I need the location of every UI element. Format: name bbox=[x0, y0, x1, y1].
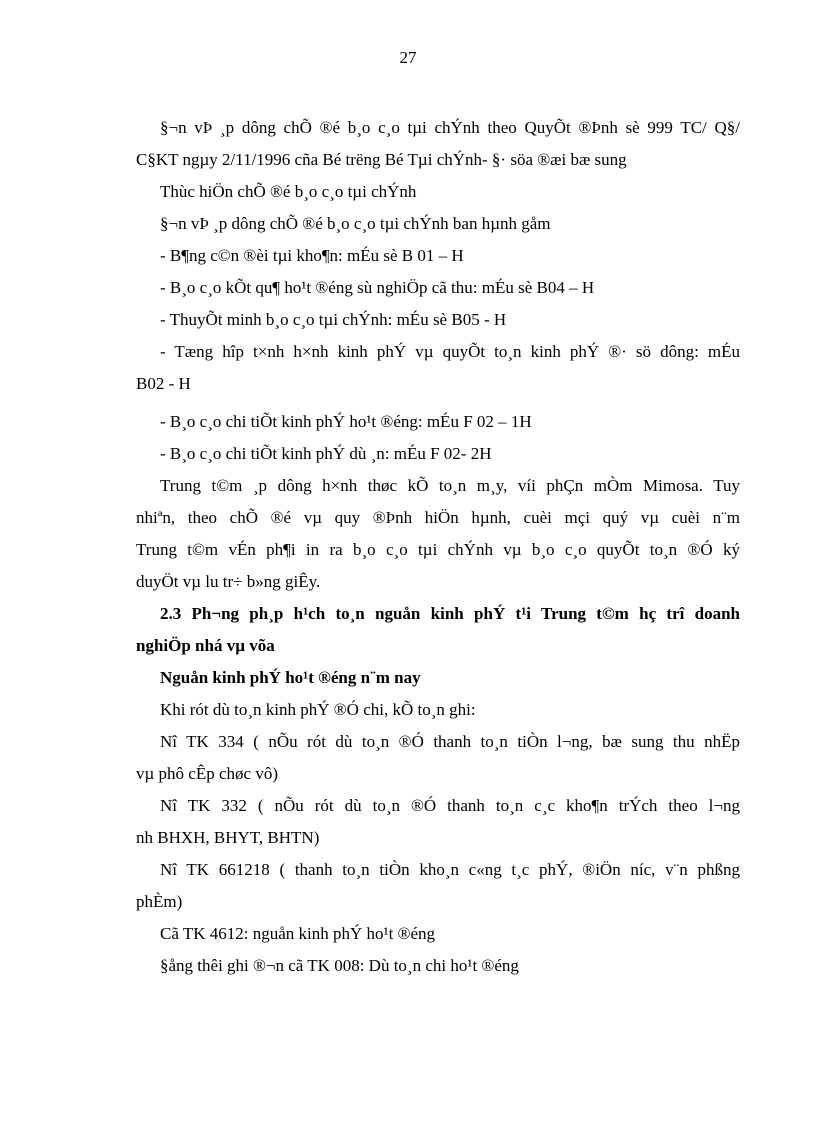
text-line: vµ phô cÊp chøc vô) bbox=[136, 764, 278, 783]
list-item: - ThuyÕt minh b¸o c¸o tµi chÝnh: mÉu sè B05 - H bbox=[160, 310, 507, 329]
text-line: Trung t©m vÉn ph¶i in ra b¸o c¸o tµi chÝnh vµ b¸o c¸o quyÕt to¸n ®Ó ký bbox=[136, 540, 740, 559]
list-item: - Tæng hîp t×nh h×nh kinh phÝ vµ quyÕt to¸n kinh phÝ ®· sö dông: mÉu bbox=[160, 342, 740, 361]
list-item: - B¸o c¸o chi tiÕt kinh phÝ dù ¸n: mÉu F 02- 2H bbox=[160, 444, 492, 463]
text-line: Nî TK 334 ( nÕu rót dù to¸n ®Ó thanh to¸n tiÒn l¬ng, bæ sung thu nhËp bbox=[160, 732, 740, 751]
section-heading: nghiÖp nhá vµ võa bbox=[136, 636, 275, 655]
text-line: Trung t©m ¸p dông h×nh thøc kÕ to¸n m¸y, víi phÇn mÒm Mimosa. Tuy bbox=[160, 476, 740, 495]
text-line: Khi rót dù to¸n kinh phÝ ®Ó chi, kÕ to¸n ghi: bbox=[160, 700, 476, 719]
text-line: Cã TK 4612: nguån kinh phÝ ho¹t ®éng bbox=[160, 924, 436, 943]
text-line: §ång thêi ghi ®¬n cã TK 008: Dù to¸n chi ho¹t ®éng bbox=[160, 956, 519, 975]
page-body bbox=[136, 112, 740, 982]
text-line: nh BHXH, BHYT, BHTN) bbox=[136, 828, 320, 847]
text-line: duyÖt vµ lu tr÷ b»ng giÊy. bbox=[136, 572, 321, 591]
text-line: Nî TK 661218 ( thanh to¸n tiÒn kho¸n c«ng t¸c phÝ, ®iÖn níc, v¨n phßng bbox=[160, 860, 740, 879]
list-item: - B¸o c¸o kÕt qu¶ ho¹t ®éng sù nghiÖp cã thu: mÉu sè B04 – H bbox=[160, 278, 595, 297]
page-number: 27 bbox=[399, 48, 417, 67]
text-line: nhiªn, theo chÕ ®é vµ quy ®Þnh hiÖn hµnh, cuèi mçi quý vµ cuèi n¨m bbox=[136, 508, 740, 527]
text-line: C§KT ngµy 2/11/1996 cña Bé trëng Bé Tµi chÝnh- §· söa ®æi bæ sung bbox=[136, 150, 627, 169]
text-line: Thùc hiÖn chÕ ®é b¸o c¸o tµi chÝnh bbox=[160, 182, 417, 201]
text-line: §¬n vÞ ¸p dông chÕ ®é b¸o c¸o tµi chÝnh theo QuyÕt ®Þnh sè 999 TC/ Q§/ bbox=[160, 118, 740, 137]
text-line: Nî TK 332 ( nÕu rót dù to¸n ®Ó thanh to¸n c¸c kho¶n trÝch theo l¬ng bbox=[160, 796, 740, 815]
subsection-heading: Nguån kinh phÝ ho¹t ®éng n¨m nay bbox=[160, 668, 421, 687]
list-item: - B¸o c¸o chi tiÕt kinh phÝ ho¹t ®éng: mÉu F 02 – 1H bbox=[160, 412, 532, 431]
text-line: §¬n vÞ ¸p dông chÕ ®é b¸o c¸o tµi chÝnh ban hµnh gåm bbox=[160, 214, 551, 233]
list-item: - B¶ng c©n ®èi tµi kho¶n: mÉu sè B 01 – H bbox=[160, 246, 464, 265]
section-heading: 2.3 Ph¬ng ph¸p h¹ch to¸n nguån kinh phÝ t¹i Trung t©m hç trî doanh bbox=[160, 604, 740, 623]
text-line: B02 - H bbox=[136, 374, 191, 393]
text-line: phÈm) bbox=[136, 892, 183, 911]
